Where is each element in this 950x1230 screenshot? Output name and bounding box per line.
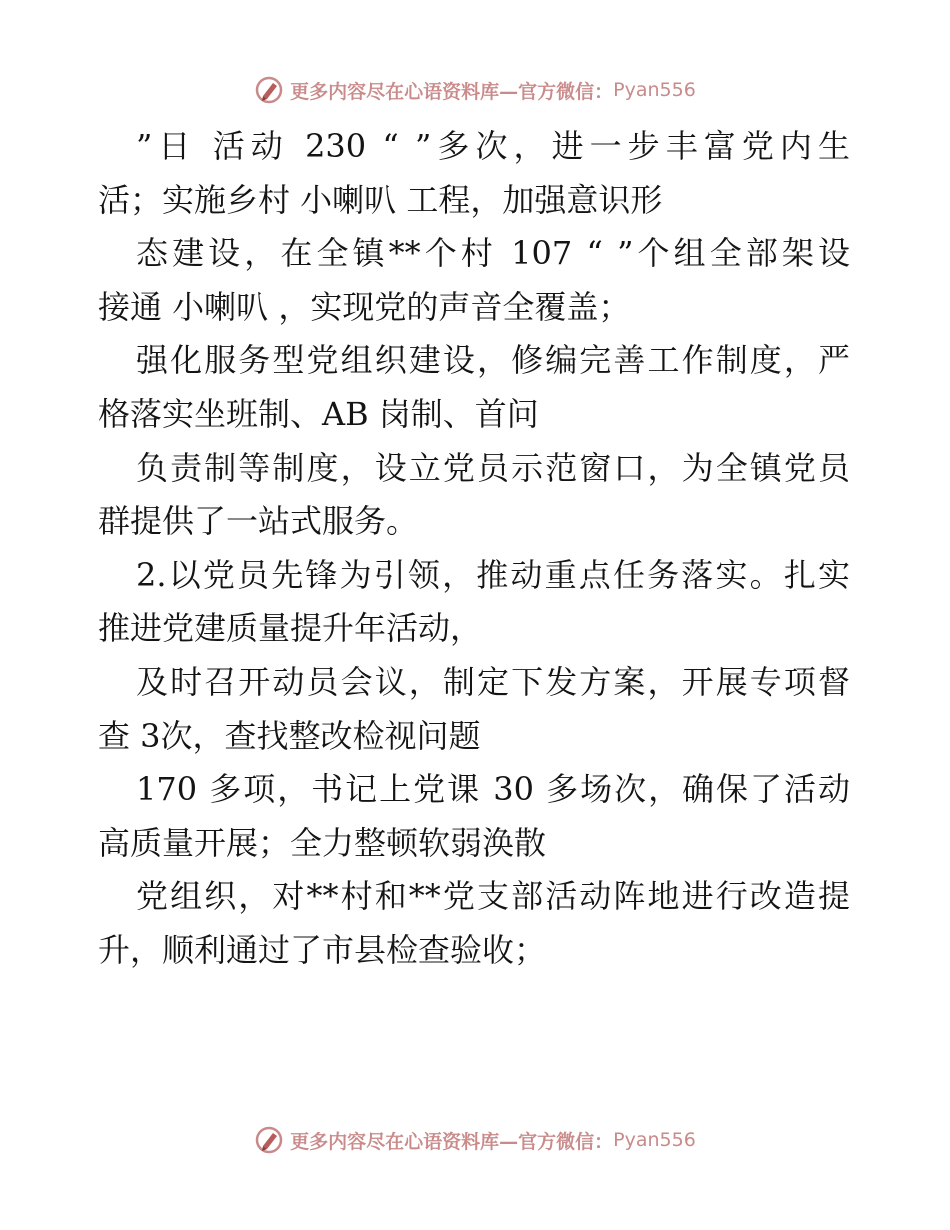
watermark-footer [0,1120,950,1160]
text-line: 负责制等制度，设立党员示范窗口，为全镇党员 [136,448,850,487]
text-line: 态建设，在全镇**个村 107 “ ”个组全部架设 [136,234,850,273]
text-line: 2.以党员先锋为引领，推动重点任务落实。扎实 [136,555,850,594]
text-line: 推进党建质量提升年活动， [98,609,483,648]
document-body [98,120,858,978]
watermark-handle: Pyan556 [613,1129,696,1151]
text-line: 高质量开展；全力整顿软弱涣散 [98,823,547,862]
text-line: 强化服务型党组织建设，修编完善工作制度，严 [136,341,850,380]
text-line: 升，顺利通过了市县检查验收； [98,930,547,969]
text-line: 170 多项，书记上党课 30 多场次，确保了活动 [136,770,850,809]
pen-logo-icon [254,75,284,105]
text-line: 格落实坐班制、AB 岗制、首问 [98,394,539,433]
text-line: 接通 小喇叭 ，实现党的声音全覆盖； [98,287,631,326]
pen-logo-icon [254,1125,284,1155]
text-line: ”日 活动 230 “ ”多次，进一步丰富党内生 [136,127,850,165]
watermark-header [0,70,950,110]
text-line: 及时召开动员会议，制定下发方案，开展专项督 [136,662,850,701]
text-line: 党组织，对**村和**党支部活动阵地进行改造提 [136,877,850,916]
text-line: 活；实施乡村 小喇叭 工程，加强意识形 [98,180,663,219]
watermark-text: 更多内容尽在心语资料库—官方微信： [290,1130,614,1153]
text-line: 查 3次，查找整改检视问题 [98,716,481,755]
watermark-text: 更多内容尽在心语资料库—官方微信： [290,80,614,103]
text-line: 群提供了一站式服务。 [98,502,419,541]
watermark-handle: Pyan556 [613,79,696,101]
